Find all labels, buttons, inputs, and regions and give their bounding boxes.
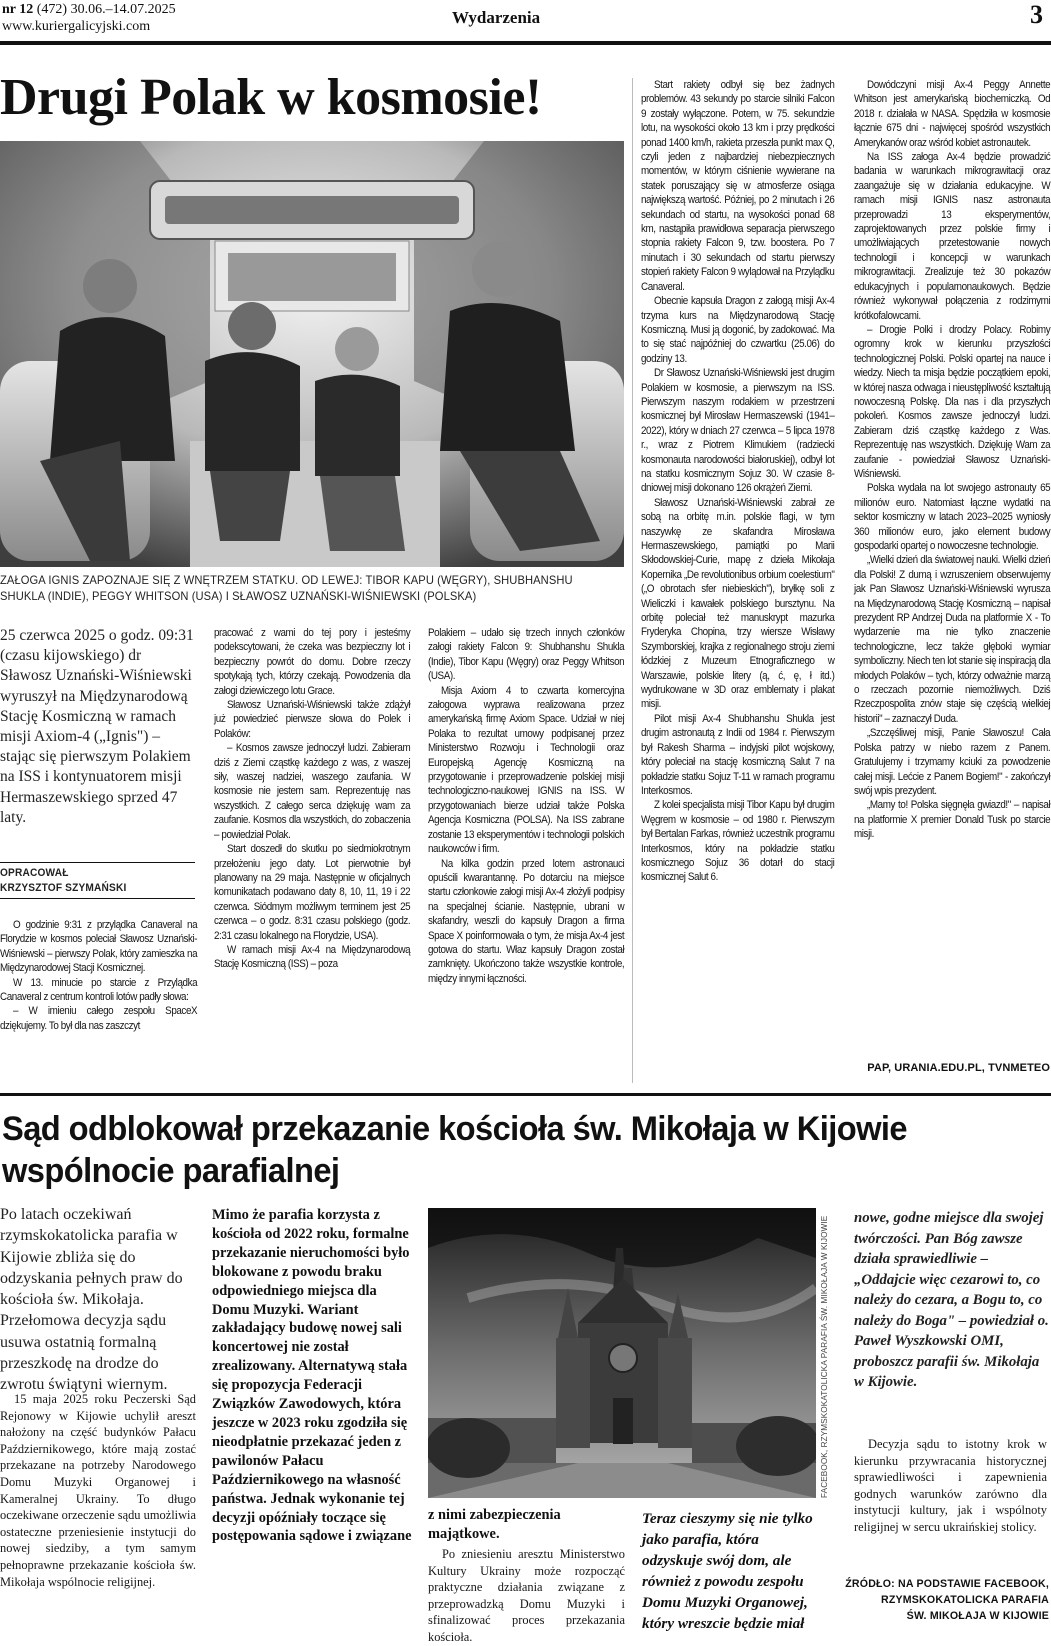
paragraph: W 13. minucie po starcie z Przylądka Canaveral z centrum kontroli lotów padły słowa: bbox=[0, 976, 198, 1004]
byline-name: KRZYSZTOF SZYMAŃSKI bbox=[0, 882, 127, 894]
article1-col1 bbox=[0, 918, 197, 1033]
column-rule bbox=[632, 78, 633, 1083]
paragraph: Na kilka godzin przed lotem astronauci opuścili kwarantannę. Po dotarciu na miejsce startu członkowie załogi misji Ax-4 złożyli podpisy na specjalnej ścianie. Następnie, ubrani w skafandry, weszli do kapsuły Dragon a firma Space X poinformowała o tym, że misja Ax-4 jest gotowa do startu. Właz kapsuły Dragon został zamknięty. Ukończono także wszystkie kontrole, między innymi łączności. bbox=[428, 857, 625, 985]
issue-number: nr 12 (472) 30.06.–14.07.2025 bbox=[2, 2, 176, 17]
paragraph: O godzinie 9:31 z przylądka Canaveral na Florydzie w kosmos poleciał Sławosz Uznański-Wiśniewski – pierwszy Polak, który zamieszka na Międzynarodowej Stacji Kosmicznej. bbox=[0, 919, 198, 975]
article2-bold-column: Mimo że parafia korzysta z kościoła od 2022 roku, formalne przekazanie nieruchomości było blokowane z powodu braku odpowiedniego miejsca dla Domu Muzyki. Wariant zakładający budowę nowej sali koncertowej nie został zrealizowany. Alternatywą stała się propozycja Federacji Związków Zawodowych, która jeszcze w 2023 roku zgodziła się nieodpłatnie przekazać jeden z pawilonów Pałacu Październikowego na własność państwa. Jednak wykonanie tej decyzji opóźniały toczące się postępowania sądowe i związane bbox=[212, 1207, 412, 1545]
source-line: ŹRÓDŁO: NA PODSTAWIE FACEBOOK, bbox=[845, 1578, 1049, 1590]
paragraph: Sławosz Uznański-Wiśniewski także zdążył już powiedzieć pierwsze słowa do Polek i Polaków: bbox=[214, 699, 411, 740]
article1-col3 bbox=[428, 626, 624, 986]
paragraph: Sławosz Uznański-Wiśniewski zabrał ze sobą na orbitę m.in. polskie flagi, w tym naszywkę ze skafandra Mirosława Hermaszewskiego, pamiątki po Marii Skłodowskiej-Curie, mapę z dzieła Mikołaja Kopernika „De revolutionibus orbium coelestium" („O obrotach sfer niebieskich"), bryłkę soli z Wieliczki i kawałek polskiego bursztynu. Na orbitę poleciał też manuskrypt mazurka Fryderyka Chopina, trzy wiersze Wisławy Szymborskiej, krajka z regionalnego stroju ziemi łódzkiej z Muzeum Etnograficznego w Warszawie, polskie litery (ą, ć, ę, ł itd.) wydrukowane w 3D oraz emblematy i plakat misji. bbox=[641, 496, 835, 711]
paragraph: Dowódczyni misji Ax-4 Peggy Annette Whitson jest amerykańską biochemiczką. Od 2018 r. działała w NASA. Spędziła w kosmosie łącznie 675 dni - najwięcej spośród wszystkich Amerykanów oraz wśród kobiet astronautek. bbox=[854, 79, 1051, 149]
article1-col5 bbox=[854, 78, 1050, 842]
article2-col5 bbox=[854, 1436, 1047, 1536]
paragraph: Dr Sławosz Uznański-Wiśniewski jest drugim Polakiem w kosmosie, a pierwszym na ISS. Pierwszym naszym rodakiem w przestrzeni kosmicznej był Mirosław Hermaszewski (1941–2022), który w dniach 27 czerwca – 5 lipca 1978 r., wraz z Piotrem Klimukiem (radziecki kosmonauta narodowości białoruskiej), odbył lot na statku kosmicznym Sojuz 30. W czasie 8-dniowej misji dokonano 126 okrążeń Ziemi. bbox=[641, 367, 835, 495]
byline-rule-top bbox=[0, 862, 195, 863]
article2-bold-continuation: z nimi zabezpieczenia majątkowe. bbox=[428, 1507, 561, 1542]
paragraph: Start rakiety odbył się bez żadnych problemów. 43 sekundy po starcie silniki Falcon 9 zostały wyłączone. Potem, w 75. sekundzie lotu, na wysokości około 13 km i przy prędkości ponad 1400 km/h, rakieta przeszła punkt max Q, czyli jeden z najbardziej niebezpiecznych momentów, w którym ciśnienie wywierane na statek poruszający się w atmosferze osiąga największą wartość. Później, po 2 minutach i 26 sekundach od startu, na wysokości ponad 68 km, nastąpiła prawidłowa separacja pierwszego stopnia rakiety Falcon 9, tzw. boostera. Po 7 minutach i 30 sekundach od startu pierwszy stopień rakiety Falcon 9 wylądował na Przylądku Canaveral. bbox=[641, 79, 835, 293]
source-line: ŚW. MIKOŁAJA W KIJOWIE bbox=[906, 1610, 1049, 1622]
paragraph: W ramach misji Ax-4 na Międzynarodową Stację Kosmiczną (ISS) – poza bbox=[214, 943, 411, 971]
paragraph: Na ISS załoga Ax-4 będzie prowadzić badania w warunkach mikrograwitacji oraz zaangażuje się w działania edukacyjne. W ramach misji IGNIS nasz astronauta przeprowadzi 13 eksperymentów, zaprojektowanych przez polskie firmy i umożliwiających przetestowanie nowych technologii i koncepcji w warunkach mikrograwitacji. Zrealizuje też 30 pokazów edukacyjnych i popularnonaukowych. Będzie również wykonywał połączenia z rodzimymi krótkofalowcami. bbox=[854, 151, 1051, 322]
section-title: Wydarzenia bbox=[452, 8, 541, 27]
paragraph: Polakiem – udało się trzech innych członków załogi rakiety Falcon 9: Shubhanshu Shukla (Indie), Tibor Kapu (Węgry) oraz Peggy Whitson (USA). bbox=[428, 627, 625, 683]
article2-col3 bbox=[428, 1546, 625, 1646]
byline-rule-bottom bbox=[0, 898, 195, 899]
byline bbox=[0, 866, 179, 896]
crew-photo bbox=[0, 141, 624, 567]
paragraph: Decyzja sądu to istotny krok w kierunku przywracania historycznej sprawiedliwości i zapewnienia godnych warunków zarówno dla instytucji kultury, jak i wspólnoty religijnej w sercu ukraińskiej stolicy. bbox=[854, 1437, 1047, 1534]
church-photo bbox=[428, 1208, 816, 1498]
photo-credit: FACEBOOK, RZYMSKOKATOLICKA PARAFIA ŚW. MIKOŁAJA W KIJOWIE bbox=[820, 1215, 829, 1498]
paragraph: „Mamy to! Polska sięgnęła gwiazd!" – napisał na platformie X premier Donald Tusk po starcie misji. bbox=[854, 799, 1051, 841]
pull-quote: Teraz cieszymy się nie tylko jako parafia, która odzyskuje swój dom, ale również z powodu zespołu Domu Muzyki Organowej, który wreszcie będzie miał bbox=[642, 1510, 813, 1632]
paragraph: Z kolei specjalista misji Tibor Kapu był drugim Węgrem w kosmosie – od 1980 r. Pierwszym był Bertalan Farkas, również uczestnik programu Interkosmos, który na pokładzie statku kosmicznego Sojuz 36 dotarł do stacji kosmicznej Salut 6. bbox=[641, 799, 835, 884]
photo-caption: ZAŁOGA IGNIS ZAPOZNAJE SIĘ Z WNĘTRZEM STATKU. OD LEWEJ: TIBOR KAPU (WĘGRY), SHUBHANSHU SHUKLA (INDIE), PEGGY WHITSON (USA) I SŁAWOSZ UZNAŃSKI-WIŚNIEWSKI (POLSKA) bbox=[0, 573, 573, 603]
article1-col4 bbox=[641, 78, 834, 885]
byline-label: OPRACOWAŁ bbox=[0, 867, 69, 879]
site-url[interactable]: www.kuriergalicyjski.com bbox=[2, 19, 151, 34]
article1-signoff: PAP, URANIA.EDU.PL, TVNMETEO bbox=[867, 1062, 1050, 1074]
article2-headline: Sąd odblokował przekazanie kościoła św. Mikołaja w Kijowie wspólnocie parafialnej bbox=[2, 1110, 907, 1190]
article1-col2 bbox=[214, 626, 410, 972]
quote-continuation: nowe, godne miejsce dla swojej twórczości. Pan Bóg zawsze działa sprawiedliwie – „Oddajcie więc cezarowi to, co należy do cezara, a Bogu to, co należy do Boga" – powiedział o. Paweł Wyszkowski OMI, proboszcz parafii św. Mikołaja w Kijowie. bbox=[854, 1210, 1049, 1390]
header-rule bbox=[0, 41, 1051, 45]
paragraph: 15 maja 2025 roku Peczerski Sąd Rejonowy w Kijowie uchylił areszt nałożony na część budynków Pałacu Październikowego, które mają zostać przekazane na potrzeby Narodowego Domu Muzyki Organowej i Kameralnej Ukrainy. To długo oczekiwane orzeczenie sądu umożliwia ostateczne przeniesienie instytucji do nowej siedziby, a tym samym pełnoprawne przekazanie kościoła św. Mikołaja wspólnocie religijnej. bbox=[0, 1392, 196, 1589]
paragraph: pracować z wami do tej pory i jesteśmy podekscytowani, że czeka was bezpieczny lot i bezpieczny powrót do domu. Dobre rzeczy spotykają tych, którzy czekają. Powodzenia dla załogi dziewiczego lotu Grace. bbox=[214, 627, 411, 697]
paragraph: Polska wydała na lot swojego astronauty 65 milionów euro. Natomiast łączne wydatki na sektor kosmiczny w latach 2023–2025 wyniosły 360 milionów euro, jako element budowy gospodarki opartej o nowoczesne technologie. bbox=[854, 482, 1051, 552]
article1-headline: Drugi Polak w kosmosie! bbox=[0, 69, 542, 126]
paragraph: „Wielki dzień dla światowej nauki. Wielki dzień dla Polski! Z dumą i wzruszeniem obserwujemy jak Pan Sławosz Uznański-Wiśniewski wyrusza na Międzynarodową Stację Kosmiczną – napisał prezydent RP Andrzej Duda na platformie X - To wydarzenie ma nie tylko znaczenie technologiczne, lecz także głęboki wymiar symboliczny. Niech ten lot stanie się inspiracją dla młodych Polaków – tych, którzy odważnie marzą o rzeczach pozornie niemożliwych. Dziś Rzeczpospolita znów staje się częścią wielkiej historii" – zaznaczył Duda. bbox=[854, 554, 1051, 725]
paragraph: – W imieniu całego zespołu SpaceX dziękujemy. To był dla nas zaszczyt bbox=[0, 1005, 198, 1032]
source-line: RZYMSKOKATOLICKA PARAFIA bbox=[880, 1594, 1049, 1606]
paragraph: – Drogie Polki i drodzy Polacy. Robimy ogromny krok w kierunku przyszłości technologicznej Polski. Polski opartej na nauce i wiedzy. Niech ta misja będzie początkiem epoki, w której nasza odwaga i nieustępliwość kształtują nowoczesną Polskę. Dla nas i dla przyszłych pokoleń. Kosmos zawsze jednoczył ludzi. Zabieram dziś cząstkę każdego z Was. Reprezentuję nas wszystkich. Dziękuję Wam za zaufanie - powiedział Sławosz Uznański-Wiśniewski. bbox=[854, 323, 1051, 480]
paragraph: Start doszedł do skutku po siedmiokrotnym przełożeniu jego daty. Lot pierwotnie był planowany na 29 maja. Następnie w oficjalnych komunikatach podawano daty 8, 10, 11, 19 i 22 czerwca. Siódmym możliwym terminem jest 25 czerwca – o godz. 8:31 czasu polskiego (godz. 2:31 czasu lokalnego na Florydzie, USA). bbox=[214, 843, 411, 942]
paragraph: Pilot misji Ax-4 Shubhanshu Shukla jest drugim astronautą z Indii od 1984 r. Pierwszym był Rakesh Sharma – indyjski pilot wojskowy, który poleciał na stację kosmiczną Salut 7 na pokładzie statku Sojuz T-11 w ramach programu Interkosmos. bbox=[641, 712, 835, 797]
article2-source bbox=[844, 1576, 1049, 1624]
paragraph: Obecnie kapsuła Dragon z załogą misji Ax-4 trzyma kurs na Międzynarodową Stację Kosmiczną. Musi ją dogonić, by zadokować. Ma to się stać najpóźniej do czwartku (25.06) do godziny 13. bbox=[641, 295, 835, 365]
article1-lead: 25 czerwca 2025 o godz. 09:31 (czasu kijowskiego) dr Sławosz Uznański-Wiśniewski wyruszył na Międzynarodową Stację Kosmiczną w ramach misji Axiom-4 („Ignis") – stając się pierwszym Polakiem na ISS i kontynuatorem misji Hermaszewskiego sprzed 47 laty. bbox=[0, 627, 194, 826]
paragraph: Po zniesieniu aresztu Ministerstwo Kultury Ukrainy może rozpocząć praktyczne działania związane z przeprowadzką Domu Muzyki i sfinalizować proces przekazania kościoła. bbox=[428, 1547, 625, 1644]
section-rule bbox=[0, 1093, 1051, 1096]
article2-col1 bbox=[0, 1391, 196, 1590]
article2-lead: Po latach oczekiwań rzymskokatolicka parafia w Kijowie zbliża się do odzyskania pełnych praw do kościoła św. Mikołaja. Przełomowa decyzja sądu usuwa ostatnią formalną przeszkodę na drodze do zwrotu świątyni wiernym. bbox=[0, 1206, 183, 1394]
paragraph: „Szczęśliwej misji, Panie Sławoszu! Cała Polska patrzy w niebo razem z Panem. Gratulujemy i trzymamy kciuki za powodzenie całej misji. Lećcie z Panem Bogiem!" - zakończył swój wpis prezydent. bbox=[854, 727, 1051, 797]
page-number: 3 bbox=[1030, 0, 1043, 29]
paragraph: – Kosmos zawsze jednoczył ludzi. Zabieram dziś z Ziemi cząstkę każdego z was, z waszej siły, waszej nadziei, waszego zaufania. W kosmosie nie jestem sam. Reprezentuję nas wszystkich. Z całego serca dziękuję wam za zaufanie. Kosmos dla wszystkich, do zobaczenia – powiedział Polak. bbox=[214, 742, 411, 841]
paragraph: Misja Axiom 4 to czwarta komercyjna załogowa wyprawa realizowana przez amerykańską firmę Axiom Space. Udział w niej Polaka to rezultat umowy podpisanej przez Ministerstwo Rozwoju i Technologii oraz Europejską Agencję Kosmiczną na przygotowanie i przeprowadzenie polskiej misji technologiczno-naukowej IGNIS na ISS. W przygotowaniach bierze udział także Polska Agencja Kosmiczna (POLSA). Na ISS zabrane zostanie 13 eksperymentów i technologii polskich naukowców i firm. bbox=[428, 684, 625, 856]
